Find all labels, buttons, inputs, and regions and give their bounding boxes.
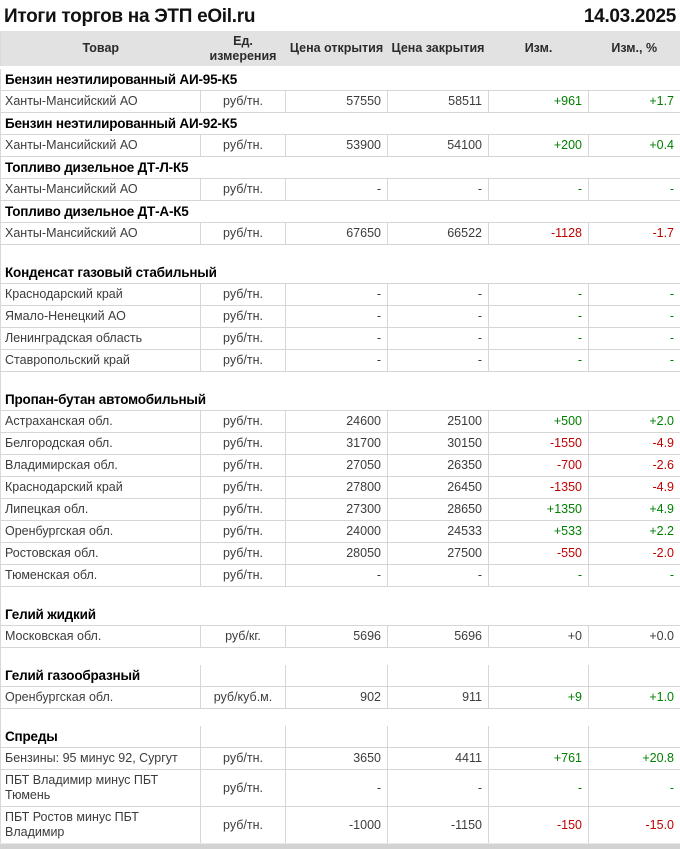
open-price-cell: - <box>286 306 388 328</box>
gap-row <box>1 709 680 727</box>
section-empty-cell <box>489 726 589 748</box>
section-empty-cell <box>589 665 680 687</box>
open-price-cell: - <box>286 565 388 587</box>
section-title: Бензин неэтилированный АИ-95-К5 <box>1 68 680 91</box>
change-pct-cell: - <box>589 565 680 587</box>
gap-row <box>1 648 680 666</box>
section-row <box>1 726 680 748</box>
change-cell: - <box>489 770 589 807</box>
change-pct-cell: +2.2 <box>589 521 680 543</box>
product-cell: Бензины: 95 минус 92, Сургут <box>1 748 201 770</box>
table-row <box>1 328 680 350</box>
section-title: Конденсат газовый стабильный <box>1 262 680 284</box>
unit-cell: руб/тн. <box>201 411 286 433</box>
change-pct-cell: +1.0 <box>589 687 680 709</box>
close-price-cell: 27500 <box>388 543 489 565</box>
change-cell: +1350 <box>489 499 589 521</box>
close-price-cell: 54100 <box>388 135 489 157</box>
table-row <box>1 499 680 521</box>
product-cell: ПБТ Владимир минус ПБТ Тюмень <box>1 770 201 807</box>
table-body <box>1 68 680 844</box>
table-row <box>1 135 680 157</box>
change-cell: -1128 <box>489 223 589 245</box>
unit-cell: руб/тн. <box>201 306 286 328</box>
section-empty-cell <box>201 665 286 687</box>
open-price-cell: 24000 <box>286 521 388 543</box>
unit-cell: руб/тн. <box>201 770 286 807</box>
change-cell: - <box>489 306 589 328</box>
unit-cell: руб/тн. <box>201 328 286 350</box>
section-title: Топливо дизельное ДТ-А-К5 <box>1 201 680 223</box>
gap-cell <box>1 648 680 666</box>
product-cell: Московская обл. <box>1 626 201 648</box>
table-header <box>1 31 680 68</box>
close-price-cell: - <box>388 306 489 328</box>
close-price-cell: 25100 <box>388 411 489 433</box>
product-cell: Оренбургская обл. <box>1 521 201 543</box>
horizontal-scrollbar[interactable] <box>0 843 680 849</box>
section-empty-cell <box>589 726 680 748</box>
change-cell: +761 <box>489 748 589 770</box>
section-empty-cell <box>489 665 589 687</box>
change-cell: - <box>489 328 589 350</box>
table-row <box>1 521 680 543</box>
open-price-cell: 53900 <box>286 135 388 157</box>
change-pct-cell: -2.6 <box>589 455 680 477</box>
table-row <box>1 477 680 499</box>
table-row <box>1 687 680 709</box>
unit-cell: руб/тн. <box>201 521 286 543</box>
table-row <box>1 350 680 372</box>
product-cell: Ленинградская область <box>1 328 201 350</box>
change-cell: - <box>489 565 589 587</box>
close-price-cell: 24533 <box>388 521 489 543</box>
gap-cell <box>1 709 680 727</box>
unit-cell: руб/тн. <box>201 433 286 455</box>
close-price-cell: 911 <box>388 687 489 709</box>
unit-cell: руб/куб.м. <box>201 687 286 709</box>
change-pct-cell: +0.4 <box>589 135 680 157</box>
close-price-cell: -1150 <box>388 807 489 844</box>
open-price-cell: 27800 <box>286 477 388 499</box>
unit-cell: руб/тн. <box>201 350 286 372</box>
change-cell: -700 <box>489 455 589 477</box>
page-title: Итоги торгов на ЭТП eOil.ru <box>4 6 256 27</box>
header-row <box>1 31 680 68</box>
section-empty-cell <box>286 726 388 748</box>
product-cell: Астраханская обл. <box>1 411 201 433</box>
table-row <box>1 565 680 587</box>
unit-cell: руб/тн. <box>201 748 286 770</box>
report-date: 14.03.2025 <box>583 6 676 27</box>
open-price-cell: 902 <box>286 687 388 709</box>
change-pct-cell: -4.9 <box>589 433 680 455</box>
gap-cell <box>1 245 680 263</box>
unit-cell: руб/тн. <box>201 91 286 113</box>
section-row <box>1 604 680 626</box>
unit-cell: руб/тн. <box>201 543 286 565</box>
table-row <box>1 179 680 201</box>
unit-cell: руб/тн. <box>201 477 286 499</box>
product-cell: Владимирская обл. <box>1 455 201 477</box>
unit-cell: руб/тн. <box>201 499 286 521</box>
section-empty-cell <box>388 665 489 687</box>
product-cell: Ханты-Мансийский АО <box>1 179 201 201</box>
table-row <box>1 411 680 433</box>
product-cell: Ростовская обл. <box>1 543 201 565</box>
open-price-cell: 27300 <box>286 499 388 521</box>
report-header <box>0 0 680 31</box>
close-price-cell: 58511 <box>388 91 489 113</box>
gap-cell <box>1 372 680 390</box>
change-cell: +500 <box>489 411 589 433</box>
product-cell: Ставропольский край <box>1 350 201 372</box>
change-pct-cell: - <box>589 179 680 201</box>
open-price-cell: 57550 <box>286 91 388 113</box>
close-price-cell: - <box>388 179 489 201</box>
open-price-cell: 5696 <box>286 626 388 648</box>
product-cell: Краснодарский край <box>1 477 201 499</box>
change-cell: - <box>489 350 589 372</box>
section-row <box>1 68 680 91</box>
table-row <box>1 284 680 306</box>
open-price-cell: 28050 <box>286 543 388 565</box>
open-price-cell: - <box>286 350 388 372</box>
gap-row <box>1 372 680 390</box>
section-title: Гелий жидкий <box>1 604 680 626</box>
table-row <box>1 455 680 477</box>
change-pct-cell: +1.7 <box>589 91 680 113</box>
table-row <box>1 433 680 455</box>
section-title: Спреды <box>1 726 201 748</box>
close-price-cell: 66522 <box>388 223 489 245</box>
change-pct-cell: +0.0 <box>589 626 680 648</box>
table-row <box>1 223 680 245</box>
table-row <box>1 543 680 565</box>
close-price-cell: 5696 <box>388 626 489 648</box>
change-cell: -1550 <box>489 433 589 455</box>
change-cell: +0 <box>489 626 589 648</box>
column-header-product: Товар <box>1 31 201 68</box>
open-price-cell: - <box>286 328 388 350</box>
close-price-cell: - <box>388 350 489 372</box>
open-price-cell: 31700 <box>286 433 388 455</box>
change-pct-cell: - <box>589 306 680 328</box>
column-header-unit: Ед. измерения <box>201 31 286 68</box>
table-row <box>1 748 680 770</box>
section-empty-cell <box>201 726 286 748</box>
close-price-cell: - <box>388 565 489 587</box>
product-cell: Краснодарский край <box>1 284 201 306</box>
change-cell: +961 <box>489 91 589 113</box>
change-pct-cell: -4.9 <box>589 477 680 499</box>
close-price-cell: - <box>388 770 489 807</box>
column-header-open: Цена открытия <box>286 31 388 68</box>
close-price-cell: - <box>388 328 489 350</box>
section-row <box>1 157 680 179</box>
unit-cell: руб/тн. <box>201 565 286 587</box>
change-cell: - <box>489 179 589 201</box>
product-cell: Ханты-Мансийский АО <box>1 223 201 245</box>
change-pct-cell: +2.0 <box>589 411 680 433</box>
section-row <box>1 113 680 135</box>
table-row <box>1 306 680 328</box>
trading-results-table <box>0 31 680 844</box>
section-title: Гелий газообразный <box>1 665 201 687</box>
section-empty-cell <box>286 665 388 687</box>
change-cell: -1350 <box>489 477 589 499</box>
change-pct-cell: - <box>589 350 680 372</box>
change-pct-cell: -1.7 <box>589 223 680 245</box>
unit-cell: руб/тн. <box>201 135 286 157</box>
change-cell: -150 <box>489 807 589 844</box>
section-row <box>1 262 680 284</box>
section-title: Топливо дизельное ДТ-Л-К5 <box>1 157 680 179</box>
change-cell: +9 <box>489 687 589 709</box>
column-header-change: Изм. <box>489 31 589 68</box>
open-price-cell: 67650 <box>286 223 388 245</box>
section-row <box>1 665 680 687</box>
section-title: Бензин неэтилированный АИ-92-К5 <box>1 113 680 135</box>
change-pct-cell: -2.0 <box>589 543 680 565</box>
product-cell: Ханты-Мансийский АО <box>1 91 201 113</box>
section-empty-cell <box>388 726 489 748</box>
open-price-cell: 27050 <box>286 455 388 477</box>
open-price-cell: - <box>286 284 388 306</box>
section-row <box>1 201 680 223</box>
table-row <box>1 91 680 113</box>
open-price-cell: -1000 <box>286 807 388 844</box>
close-price-cell: 28650 <box>388 499 489 521</box>
change-cell: -550 <box>489 543 589 565</box>
section-title: Пропан-бутан автомобильный <box>1 389 680 411</box>
change-pct-cell: -15.0 <box>589 807 680 844</box>
product-cell: Ямало-Ненецкий АО <box>1 306 201 328</box>
open-price-cell: 24600 <box>286 411 388 433</box>
product-cell: Тюменская обл. <box>1 565 201 587</box>
open-price-cell: - <box>286 770 388 807</box>
product-cell: ПБТ Ростов минус ПБТ Владимир <box>1 807 201 844</box>
change-pct-cell: +20.8 <box>589 748 680 770</box>
change-pct-cell: - <box>589 284 680 306</box>
change-pct-cell: - <box>589 770 680 807</box>
gap-cell <box>1 587 680 605</box>
close-price-cell: 26350 <box>388 455 489 477</box>
unit-cell: руб/тн. <box>201 179 286 201</box>
unit-cell: руб/кг. <box>201 626 286 648</box>
change-pct-cell: +4.9 <box>589 499 680 521</box>
column-header-change-pct: Изм., % <box>589 31 680 68</box>
unit-cell: руб/тн. <box>201 807 286 844</box>
open-price-cell: - <box>286 179 388 201</box>
change-cell: - <box>489 284 589 306</box>
section-row <box>1 389 680 411</box>
unit-cell: руб/тн. <box>201 455 286 477</box>
change-cell: +200 <box>489 135 589 157</box>
gap-row <box>1 245 680 263</box>
change-cell: +533 <box>489 521 589 543</box>
column-header-close: Цена закрытия <box>388 31 489 68</box>
change-pct-cell: - <box>589 328 680 350</box>
table-row <box>1 807 680 844</box>
close-price-cell: 26450 <box>388 477 489 499</box>
table-row <box>1 770 680 807</box>
product-cell: Ханты-Мансийский АО <box>1 135 201 157</box>
product-cell: Оренбургская обл. <box>1 687 201 709</box>
table-row <box>1 626 680 648</box>
unit-cell: руб/тн. <box>201 284 286 306</box>
product-cell: Белгородская обл. <box>1 433 201 455</box>
gap-row <box>1 587 680 605</box>
close-price-cell: - <box>388 284 489 306</box>
close-price-cell: 4411 <box>388 748 489 770</box>
open-price-cell: 3650 <box>286 748 388 770</box>
product-cell: Липецкая обл. <box>1 499 201 521</box>
unit-cell: руб/тн. <box>201 223 286 245</box>
close-price-cell: 30150 <box>388 433 489 455</box>
